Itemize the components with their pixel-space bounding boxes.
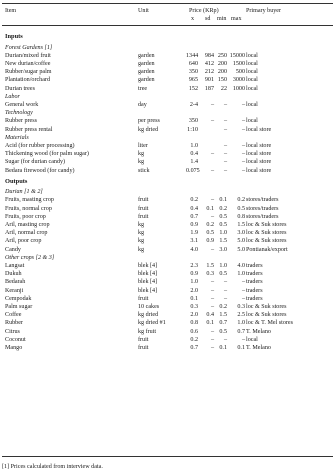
- unit-cell: garden: [138, 77, 155, 84]
- item-cell: Langsat: [5, 263, 25, 269]
- table-row: [2, 337, 333, 345]
- x-cell: 1344: [186, 52, 199, 59]
- header-min: min: [217, 16, 227, 22]
- unit-cell: blek [4]: [138, 279, 158, 286]
- max-cell: 4.0: [237, 263, 245, 269]
- sd-cell: –: [210, 345, 214, 351]
- x-cell: 0.2: [190, 197, 198, 204]
- x-cell: 350: [188, 69, 198, 76]
- item-cell: Plantation/orchard: [5, 77, 51, 84]
- group-heading: [2, 255, 333, 263]
- x-cell: 1.4: [190, 159, 198, 166]
- table-row: [2, 312, 333, 320]
- item-cell: Rubber/sugar palm: [5, 69, 52, 76]
- sd-cell: 0.4: [206, 312, 214, 319]
- section-heading: [2, 179, 333, 187]
- sd-cell: 0.1: [206, 320, 214, 327]
- max-cell: 1000: [232, 85, 245, 92]
- max-cell: –: [241, 118, 245, 125]
- item-cell: Fruits, masting crop: [5, 197, 54, 204]
- max-cell: 3.0: [237, 230, 245, 237]
- min-cell: 200: [217, 60, 227, 67]
- buyer-cell: Pontianak/export: [246, 246, 288, 253]
- sd-cell: –: [210, 213, 214, 220]
- table-row: [2, 86, 333, 94]
- item-cell: Rubber: [5, 320, 23, 327]
- unit-cell: garden: [138, 69, 155, 76]
- item-cell: Acid (for rubber processing): [5, 142, 75, 149]
- table-row: [2, 304, 333, 312]
- max-cell: 5.0: [237, 246, 245, 253]
- unit-cell: fruit: [138, 295, 149, 302]
- buyer-cell: local: [246, 69, 258, 76]
- buyer-cell: loc & Suk stores: [246, 222, 287, 228]
- table-row: [2, 345, 333, 353]
- item-cell: Cempodak: [5, 295, 32, 302]
- table-row: [2, 61, 333, 69]
- buyer-cell: loc & Suk stores: [246, 304, 287, 310]
- max-cell: 500: [235, 69, 245, 76]
- unit-cell: kg: [138, 151, 145, 158]
- x-cell: 0.3: [190, 304, 198, 310]
- x-cell: 2.0: [190, 312, 198, 319]
- max-cell: 1500: [232, 60, 245, 67]
- sd-cell: –: [210, 328, 214, 335]
- buyer-cell: local store: [246, 151, 272, 158]
- item-cell: General work: [5, 101, 39, 108]
- max-cell: –: [241, 151, 245, 158]
- x-cell: 2-4: [189, 101, 198, 108]
- item-cell: Durian trees: [5, 85, 35, 92]
- max-cell: –: [241, 279, 245, 286]
- max-cell: –: [241, 159, 245, 166]
- item-cell: Aril, masting crop: [5, 222, 50, 228]
- min-cell: 1.0: [219, 230, 227, 237]
- table-row: [2, 214, 333, 222]
- table-row: [2, 288, 333, 296]
- item-cell: Bedara firewood (for candy): [5, 167, 75, 174]
- header-sd: sd: [205, 16, 211, 22]
- item-cell: Citrus: [5, 328, 20, 335]
- x-cell: 0.8: [190, 320, 198, 327]
- unit-cell: garden: [138, 52, 155, 59]
- min-cell: 0.5: [219, 328, 227, 335]
- table-row: [2, 143, 333, 151]
- buyer-cell: loc & Suk stores: [246, 230, 287, 237]
- table-row: [2, 77, 333, 85]
- x-cell: 1.0: [190, 279, 198, 286]
- buyer-cell: local: [246, 52, 258, 59]
- buyer-cell: traders: [246, 279, 263, 286]
- min-cell: 22: [220, 85, 227, 92]
- item-cell: Keranji: [5, 287, 24, 294]
- max-cell: –: [241, 336, 245, 343]
- item-cell: Mango: [5, 345, 23, 351]
- sd-cell: –: [210, 101, 214, 108]
- buyer-cell: traders: [246, 295, 263, 302]
- min-cell: 0.2: [219, 205, 227, 212]
- header-unit: Unit: [138, 8, 149, 14]
- item-cell: Palm sugar: [5, 304, 33, 310]
- unit-cell: blek [4]: [138, 287, 158, 294]
- buyer-cell: local store: [246, 167, 272, 174]
- max-cell: 0.2: [237, 197, 245, 204]
- max-cell: 15000: [229, 52, 245, 59]
- item-cell: Dukuh: [5, 271, 22, 278]
- table-row: [2, 247, 333, 255]
- sd-cell: –: [210, 287, 214, 294]
- item-cell: Thickening wood (for palm sugar): [5, 151, 89, 158]
- group-label: Technology: [5, 110, 33, 117]
- item-cell: Fruits, poor crop: [5, 213, 46, 220]
- unit-cell: kg dried: [138, 126, 159, 133]
- buyer-cell: loc & Suk stores: [246, 238, 287, 245]
- sd-cell: –: [210, 279, 214, 286]
- table-row: [2, 279, 333, 287]
- item-cell: Fruits, normal crop: [5, 205, 52, 212]
- min-cell: –: [223, 101, 227, 108]
- max-cell: –: [241, 101, 245, 108]
- min-cell: 0.2: [219, 304, 227, 310]
- sd-cell: 0.9: [206, 238, 214, 245]
- x-cell: 152: [188, 85, 198, 92]
- x-cell: 965: [188, 77, 198, 84]
- unit-cell: fruit: [138, 336, 149, 343]
- min-cell: –: [223, 279, 227, 286]
- sd-cell: –: [210, 167, 214, 174]
- table-row: [2, 168, 333, 176]
- max-cell: 0.7: [237, 328, 245, 335]
- x-cell: 2.0: [190, 287, 198, 294]
- section-heading: [2, 34, 333, 42]
- section-label: Inputs: [5, 33, 23, 40]
- buyer-cell: local: [246, 336, 258, 343]
- unit-cell: stick: [138, 167, 150, 174]
- group-heading: [2, 45, 333, 53]
- unit-cell: kg dried #1: [138, 320, 166, 327]
- max-cell: –: [241, 142, 245, 149]
- group-heading: [2, 135, 333, 143]
- item-cell: Rubber press: [5, 118, 37, 125]
- sd-cell: –: [210, 304, 214, 310]
- header-item: Item: [5, 8, 17, 14]
- group-label: Forest Gardens [1]: [5, 44, 53, 51]
- item-cell: Sugar (for durian candy): [5, 159, 66, 166]
- header-row: [2, 8, 333, 16]
- table-row: [2, 102, 333, 110]
- min-cell: –: [223, 295, 227, 302]
- buyer-cell: stores/traders: [246, 213, 279, 220]
- table-row: [2, 69, 333, 77]
- table-row: [2, 238, 333, 246]
- buyer-cell: local: [246, 101, 258, 108]
- table-row: [2, 320, 333, 328]
- sd-cell: 212: [204, 69, 214, 76]
- item-cell: Aril, poor crop: [5, 238, 42, 245]
- buyer-cell: loc & T. Mel stores: [246, 320, 293, 327]
- buyer-cell: local: [246, 118, 258, 125]
- item-cell: Coffee: [5, 312, 22, 319]
- x-cell: 0.4: [190, 205, 198, 212]
- table-row: [2, 53, 333, 61]
- buyer-cell: traders: [246, 287, 263, 294]
- sd-cell: 0.2: [206, 222, 214, 228]
- table-row: [2, 222, 333, 230]
- header-max: max: [231, 16, 242, 22]
- buyer-cell: T. Melano: [246, 345, 271, 351]
- min-cell: –: [223, 167, 227, 174]
- x-cell: 0.9: [190, 271, 198, 278]
- unit-cell: kg dried: [138, 312, 159, 319]
- min-cell: –: [223, 336, 227, 343]
- table-row: [2, 197, 333, 205]
- x-cell: 0.7: [190, 213, 198, 220]
- sd-cell: 412: [204, 60, 214, 67]
- buyer-cell: traders: [246, 271, 263, 278]
- x-cell: 1:10: [187, 126, 198, 133]
- buyer-cell: local: [246, 60, 258, 67]
- max-cell: 0.5: [237, 205, 245, 212]
- x-cell: 350: [188, 118, 198, 125]
- sd-cell: 0.1: [206, 205, 214, 212]
- max-cell: 5.0: [237, 238, 245, 245]
- group-heading: [2, 94, 333, 102]
- sd-cell: –: [210, 295, 214, 302]
- sd-cell: –: [210, 336, 214, 343]
- min-cell: 0.7: [219, 320, 227, 327]
- header-buyer: Primary buyer: [246, 8, 282, 14]
- header-x: x: [191, 16, 195, 22]
- unit-cell: fruit: [138, 197, 149, 204]
- min-cell: –: [223, 142, 227, 149]
- sd-cell: 0.5: [206, 230, 214, 237]
- sd-cell: 0.3: [206, 271, 214, 278]
- max-cell: –: [241, 295, 245, 302]
- min-cell: 0.5: [219, 271, 227, 278]
- min-cell: 150: [217, 77, 227, 84]
- x-cell: 0.1: [190, 295, 198, 302]
- section-label: Outputs: [5, 177, 28, 185]
- table-row: [2, 230, 333, 238]
- table-row: [2, 151, 333, 159]
- sd-cell: –: [210, 197, 214, 204]
- unit-cell: fruit: [138, 205, 149, 212]
- item-cell: Candy: [5, 246, 21, 253]
- max-cell: 1.5: [237, 222, 245, 228]
- unit-cell: liter: [138, 142, 148, 149]
- bottom-rule: [2, 456, 333, 457]
- sd-cell: –: [210, 151, 214, 158]
- min-cell: 0.1: [219, 345, 227, 351]
- sd-cell: –: [210, 246, 214, 253]
- x-cell: 0.9: [190, 222, 198, 228]
- table-row: [2, 271, 333, 279]
- min-cell: 3.0: [219, 246, 227, 253]
- x-cell: 0.2: [190, 336, 198, 343]
- table-row: [2, 329, 333, 337]
- unit-cell: kg: [138, 230, 145, 237]
- min-cell: –: [223, 287, 227, 294]
- table-row: [2, 263, 333, 271]
- unit-cell: kg: [138, 238, 145, 245]
- buyer-cell: traders: [246, 263, 263, 269]
- min-cell: 1.0: [219, 263, 227, 269]
- item-cell: Rubber press rental: [5, 126, 53, 133]
- unit-cell: blek [4]: [138, 271, 158, 278]
- max-cell: –: [241, 167, 245, 174]
- group-label: Labor: [5, 93, 20, 100]
- top-rule: [2, 3, 333, 4]
- buyer-cell: local: [246, 77, 258, 84]
- x-cell: 0.075: [186, 167, 200, 174]
- footnote: [1] Prices calculated from interview data.: [2, 464, 103, 470]
- unit-cell: blek [4]: [138, 263, 158, 269]
- sd-cell: 187: [204, 85, 214, 92]
- header-rule: [2, 25, 333, 26]
- max-cell: –: [241, 287, 245, 294]
- unit-cell: per press: [138, 118, 160, 125]
- unit-cell: fruit: [138, 213, 149, 220]
- x-cell: 3.1: [190, 238, 198, 245]
- table-row: [2, 296, 333, 304]
- group-label: Durian [1 & 2]: [5, 189, 43, 196]
- max-cell: –: [241, 126, 245, 133]
- buyer-cell: stores/traders: [246, 205, 279, 212]
- min-cell: 1.5: [219, 238, 227, 245]
- table-row: [2, 206, 333, 214]
- min-cell: –: [223, 118, 227, 125]
- buyer-cell: T. Melano: [246, 328, 271, 335]
- buyer-cell: local: [246, 85, 258, 92]
- min-cell: –: [223, 159, 227, 166]
- unit-cell: kg: [138, 246, 145, 253]
- table-row: [2, 159, 333, 167]
- unit-cell: kg: [138, 222, 145, 228]
- unit-cell: garden: [138, 60, 155, 67]
- x-cell: 0.4: [190, 151, 198, 158]
- item-cell: Aril, normal crop: [5, 230, 48, 237]
- unit-cell: kg fruit: [138, 328, 157, 335]
- x-cell: 1.0: [190, 142, 198, 149]
- x-cell: 2.3: [190, 263, 198, 269]
- unit-cell: kg: [138, 159, 145, 166]
- group-heading: [2, 110, 333, 118]
- buyer-cell: loc & Suk stores: [246, 312, 287, 319]
- group-label: Materials: [5, 134, 29, 141]
- max-cell: 3000: [232, 77, 245, 84]
- group-heading: [2, 189, 333, 197]
- group-label: Other crops [2 & 3]: [5, 254, 55, 261]
- min-cell: 250: [217, 52, 227, 59]
- min-cell: –: [223, 126, 227, 133]
- x-cell: 0.7: [190, 345, 198, 351]
- table-row: [2, 118, 333, 126]
- min-cell: 0.5: [219, 222, 227, 228]
- buyer-cell: stores/traders: [246, 197, 279, 204]
- item-cell: Coconut: [5, 336, 26, 343]
- header-subrow: [2, 16, 333, 24]
- header-price: Price (KRp): [189, 8, 219, 14]
- unit-cell: day: [138, 101, 147, 108]
- max-cell: 2.5: [237, 312, 245, 319]
- item-cell: Bedarah: [5, 279, 26, 286]
- max-cell: 0.8: [237, 213, 245, 220]
- sd-cell: 984: [204, 52, 214, 59]
- max-cell: 1.0: [237, 320, 245, 327]
- sd-cell: 901: [204, 77, 214, 84]
- min-cell: –: [223, 151, 227, 158]
- max-cell: 1.0: [237, 271, 245, 278]
- item-cell: Durian/mixed fruit: [5, 52, 51, 59]
- x-cell: 640: [188, 60, 198, 67]
- max-cell: 0.3: [237, 304, 245, 310]
- min-cell: 0.5: [219, 213, 227, 220]
- table-row: [2, 127, 333, 135]
- max-cell: 0.1: [237, 345, 245, 351]
- x-cell: 0.6: [190, 328, 198, 335]
- min-cell: 1.5: [219, 312, 227, 319]
- unit-cell: tree: [138, 85, 148, 92]
- x-cell: 4.0: [190, 246, 198, 253]
- sd-cell: –: [210, 118, 214, 125]
- sd-cell: 1.5: [206, 263, 214, 269]
- unit-cell: fruit: [138, 345, 149, 351]
- buyer-cell: local store: [246, 126, 272, 133]
- buyer-cell: local store: [246, 159, 272, 166]
- min-cell: 0.1: [219, 197, 227, 204]
- buyer-cell: local store: [246, 142, 272, 149]
- unit-cell: 10 cakes: [138, 304, 160, 310]
- min-cell: 200: [217, 69, 227, 76]
- x-cell: 1.9: [190, 230, 198, 237]
- item-cell: New durian/coffee: [5, 60, 51, 67]
